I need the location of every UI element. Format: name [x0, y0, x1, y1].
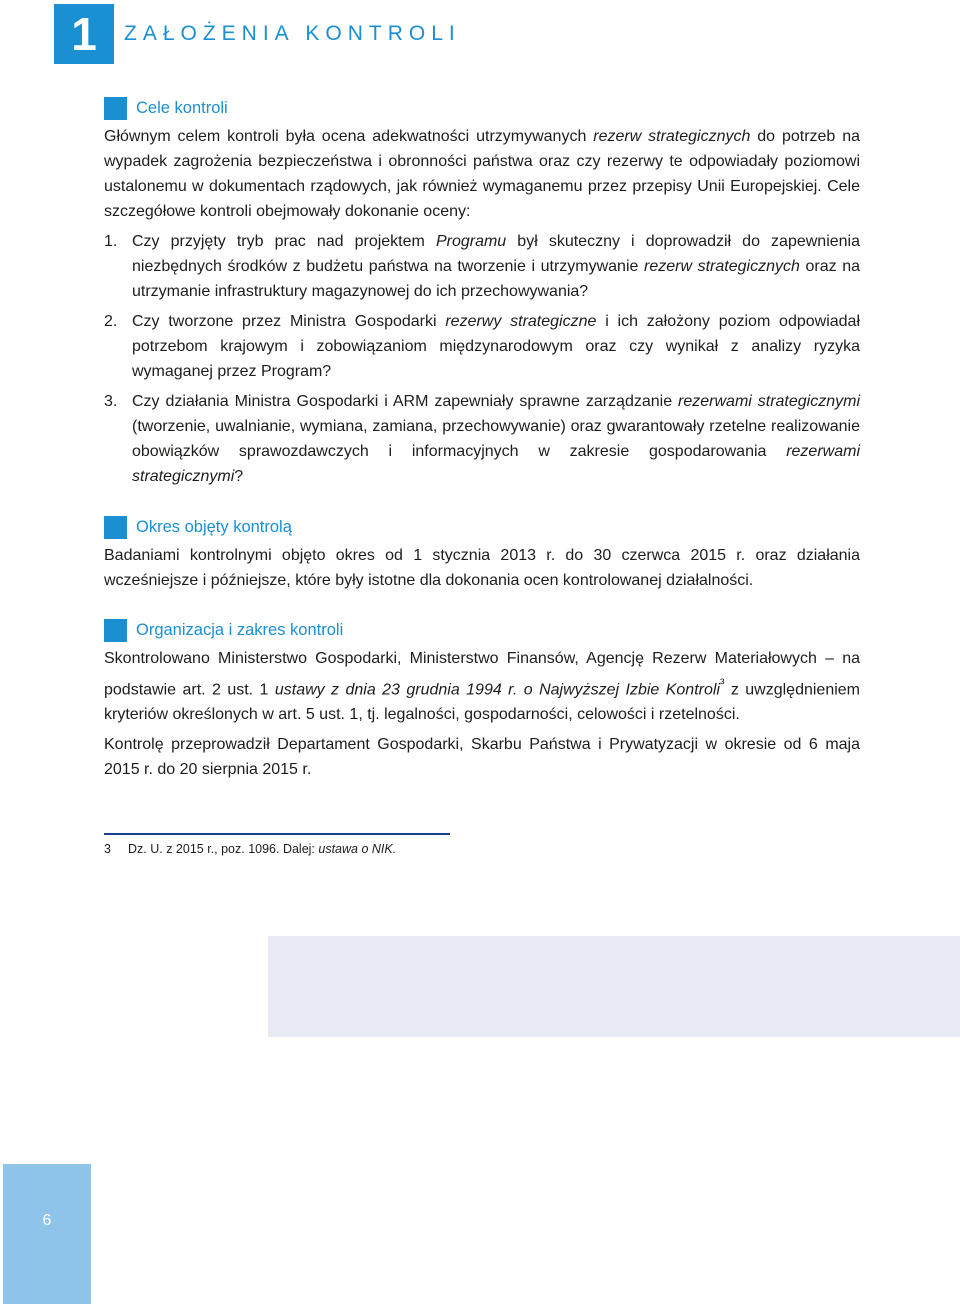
grey-panel [268, 936, 960, 1037]
organization-paragraph: Skontrolowano Ministerstwo Gospodarki, Ministerstwo Finansów, Agencję Rezerw Materiałowych – na podstawie art. 2 ust. 1 ustawy z dnia 23 grudnia 1994 r. o Najwyższej Izbie Kontroli$^{^3}$ z uwzględnieniem kryteriów określonych w art. 5 ust. 1, tj. legalności, gospodarności, celowości i rzetelności. [104, 650, 861, 724]
section-marker-square [104, 516, 127, 539]
list-item-number: 1. [104, 233, 118, 250]
list-item [104, 389, 860, 489]
page-number: 6 [42, 1212, 52, 1229]
list-item-number: 3. [104, 393, 118, 410]
section-title: Organizacja i zakres kontroli [136, 621, 344, 639]
page-number-tab [3, 1164, 91, 1304]
list-item [104, 229, 860, 304]
list-item-number: 2. [104, 313, 118, 330]
section-okres-objety-kontrola [104, 515, 860, 593]
section-heading [104, 96, 860, 120]
intro-paragraph: Głównym celem kontroli była ocena adekwatności utrzymywanych rezerw strategicznych do potrzeb na wypadek zagrożenia bezpieczeństwa i obronności państwa oraz czy rezerwy te odpowiadały poziomowi ustalonemu w dokumentach rządowych, jak również wymaganemu przez przepisy Unii Europejskiej. Cele szczegółowe kontroli obejmowały dokonanie oceny: [104, 128, 861, 220]
objectives-list [104, 229, 860, 489]
section-title: Okres objęty kontrolą [136, 518, 292, 536]
footnote [104, 840, 396, 858]
list-item-text: Czy działania Ministra Gospodarki i ARM zapewniały sprawne zarządzanie rezerwami strategicznymi (tworzenie, uwalnianie, wymiana, zamiana, przechowywanie) oraz gwarantowały rzetelne realizowanie obowiązków sprawozdawczych i informacyjnych w zakresie gospodarowania rezerwami strategicznymi? [132, 393, 860, 485]
footnote-divider [104, 833, 450, 835]
chapter-title: ZAŁOŻENIA KONTROLI [124, 22, 461, 45]
list-item-text: Czy tworzone przez Ministra Gospodarki rezerwy strategiczne i ich założony poziom odpowiadał potrzebom krajowym i zobowiązaniom międzynarodowym oraz czy wynikał z analizy ryzyka wymaganej przez Program? [132, 313, 861, 380]
section-cele-kontroli [104, 96, 860, 494]
chapter-number: 1 [54, 4, 114, 64]
list-item [104, 309, 860, 384]
footnote-mark: 3 [104, 842, 111, 856]
list-item-text: Czy przyjęty tryb prac nad projektem Programu był skuteczny i doprowadził do zapewnienia niezbędnych środków z budżetu państwa na tworzenie i utrzymywanie rezerw strategicznych oraz na utrzymanie infrastruktury magazynowej do ich przechowywania? [132, 233, 861, 300]
section-title: Cele kontroli [136, 99, 228, 117]
footnote-text: Dz. U. z 2015 r., poz. 1096. Dalej: ustawa o NIK. [128, 842, 397, 856]
section-marker-square [104, 97, 127, 120]
department-paragraph: Kontrolę przeprowadził Departament Gospodarki, Skarbu Państwa i Prywatyzacji w okresie od 6 maja 2015 r. do 20 sierpnia 2015 r. [104, 736, 860, 779]
section-organizacja-i-zakres [104, 618, 860, 782]
period-paragraph: Badaniami kontrolnymi objęto okres od 1 stycznia 2013 r. do 30 czerwca 2015 r. oraz działania wcześniejsze i późniejsze, które były istotne dla dokonania ocen kontrolowanej działalności. [104, 547, 860, 589]
section-marker-square [104, 619, 127, 642]
section-heading [104, 618, 860, 642]
section-heading [104, 515, 860, 539]
